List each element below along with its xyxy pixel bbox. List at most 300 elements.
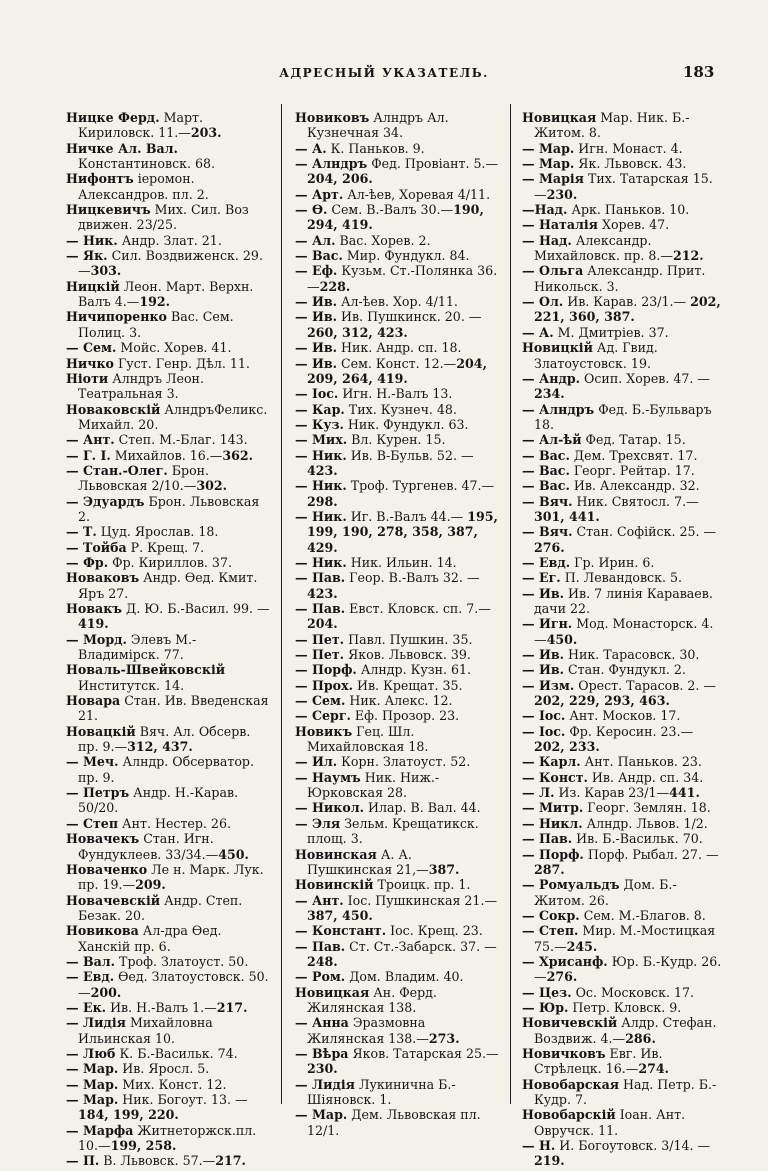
index-entry [66, 754, 272, 785]
entry-name: — Ив. [522, 647, 565, 663]
entry-details: Фр. Керосин. 23.— [565, 723, 694, 739]
entry-details: Гр. Ирин. 6. [570, 554, 655, 570]
entry-name: — Порф. [522, 846, 584, 862]
index-entry [295, 233, 501, 248]
entry-phone-numbers: 202, 233. [534, 739, 600, 755]
entry-name: Новачевскій [66, 892, 161, 908]
entry-details: Евг. Ив. Стрѣлецк. 16.— [534, 1045, 663, 1077]
entry-details: Ѳед. Златоустовск. 50.— [78, 969, 269, 1000]
entry-details: Ник. Фундукл. 63. [343, 416, 469, 432]
entry-name: Новаковъ [66, 570, 140, 586]
index-entry [522, 678, 722, 709]
index-entry [295, 816, 501, 847]
entry-phone-numbers: 276. [546, 969, 578, 985]
index-entry [66, 862, 272, 893]
entry-details: Ив. Б.-Васильк. 70. [572, 831, 703, 847]
entry-name: Новицкая [522, 110, 597, 125]
entry-name: — Ант. [295, 892, 344, 908]
entry-name: — Карл. [522, 754, 581, 770]
entry-name: — Ив. [295, 309, 338, 325]
entry-details: Георг. Рейтар. 17. [569, 462, 695, 478]
index-entry [522, 478, 722, 493]
entry-name: — Наталія [522, 217, 598, 233]
entry-details: Стан. Ив. Введенская 21. [78, 693, 269, 724]
entry-details: Март. Кириловск. 11.— [78, 110, 204, 141]
entry-details: Александр. Прит. Никольск. 3. [534, 263, 706, 294]
index-entry [66, 1061, 272, 1076]
index-entry [522, 371, 722, 402]
entry-details: Троф. Тургенев. 47.— [346, 478, 495, 494]
entry-name: — Митр. [522, 800, 584, 816]
entry-name: — Конст. [522, 769, 588, 785]
entry-details: Ник. Тарасовск. 30. [564, 647, 700, 663]
entry-details: Ант. Нестер. 26. [118, 815, 231, 831]
entry-name: — Цез. [522, 984, 572, 1000]
entry-name: — П. [66, 1153, 100, 1169]
entry-phone-numbers: 274. [638, 1061, 669, 1077]
entry-details: АлндръФеликс. Михайл. 20. [78, 401, 268, 432]
entry-details: Ив. Н.-Валъ 1.— [106, 999, 217, 1015]
entry-details: Из. Карав 23/1— [554, 785, 670, 801]
entry-details: А. А. Пушкинская 21,— [307, 846, 429, 877]
entry-name: — Ник. [295, 478, 347, 494]
entry-name: — Марія [522, 171, 584, 187]
entry-details: Алндр. Обсерватор. пр. 9. [78, 754, 254, 785]
index-entry [295, 478, 501, 509]
index-entry [295, 693, 501, 708]
entry-name: — Пав. [522, 831, 573, 847]
index-entry [66, 540, 272, 555]
entry-name: — Ив. [295, 340, 338, 356]
index-entry [66, 524, 272, 539]
page-header-title: АДРЕСНЫЙ УКАЗАТЕЛЬ. [279, 66, 489, 80]
entry-details: Вл. Курен. 15. [347, 432, 446, 448]
entry-name: — Л. [522, 785, 555, 801]
entry-name: — Марфа [66, 1122, 134, 1138]
entry-phone-numbers: 203. [190, 125, 222, 141]
index-entry [66, 1153, 272, 1168]
entry-name: — Вяч. [522, 524, 573, 540]
entry-name: — Ник. [66, 232, 118, 248]
entry-name: — Серг. [295, 708, 351, 724]
entry-details: К. Паньков. 9. [326, 140, 425, 156]
entry-phone-numbers: 212. [672, 248, 704, 264]
index-entry [522, 1077, 722, 1108]
index-entry [522, 555, 722, 570]
entry-name: — Мар. [522, 140, 575, 156]
entry-phone-numbers: 199, 258. [110, 1138, 177, 1154]
entry-details: Ив. В-Бульв. 52. — [346, 447, 474, 463]
entry-details: Кузьм. Ст.-Полянка 36.— [307, 263, 498, 294]
index-entry [522, 402, 722, 433]
index-entry [66, 248, 272, 279]
entry-name: Новинская [295, 846, 377, 862]
entry-details: Хорев. 47. [597, 217, 670, 233]
entry-name: — Мар. [66, 1092, 119, 1107]
entry-details: Ив. Карав. 23/1.— [563, 294, 691, 310]
entry-name: — Т. [66, 524, 97, 540]
entry-phone-numbers: 195, 199, 190, 278, 358, 387, 429. [307, 508, 498, 555]
index-entry [66, 693, 272, 724]
entry-details: Яков. Татарская 25.— [348, 1045, 499, 1061]
entry-phone-numbers: 286. [625, 1030, 656, 1046]
entry-name: — Ник. [295, 554, 347, 570]
entry-details: Цуд. Ярослав. 18. [96, 524, 219, 540]
entry-details: Сем. М.-Благов. 8. [579, 907, 706, 923]
entry-name: — Степ. [522, 923, 579, 939]
entry-details: Михайлов. 16.— [110, 447, 223, 463]
entry-details: Ник. Андр. сп. 18. [337, 340, 462, 356]
entry-phone-numbers: 301, 441. [534, 508, 600, 524]
entry-details: Вас. Сем. Полиц. 3. [78, 309, 234, 340]
entry-details: Сил. Воздвиженск. 29.— [78, 248, 263, 279]
entry-phone-numbers: 217. [215, 1153, 246, 1169]
entry-details: Сем. В.-Валъ 30.— [327, 202, 454, 218]
entry-details: Ос. Московск. 17. [571, 984, 695, 1000]
entry-details: Яков. Львовск. 39. [344, 647, 471, 663]
entry-details: Андр. Злат. 21. [117, 232, 222, 248]
entry-details: Фед. Татар. 15. [581, 432, 686, 448]
entry-details: Орест. Тарасов. 2. — [574, 677, 716, 693]
index-entry [295, 770, 501, 801]
entry-details: Ив. Александр. 32. [569, 478, 700, 494]
entry-details: Фед. Б.-Бульваръ 18. [534, 401, 712, 432]
entry-phone-numbers: 441. [669, 785, 700, 801]
index-entry [295, 141, 501, 156]
index-entry [295, 708, 501, 723]
entry-name: — Іос. [522, 723, 566, 739]
index-entry [522, 263, 722, 294]
entry-name: Ничке Ал. Вал. [66, 140, 178, 156]
entry-name: Новикъ [295, 723, 353, 739]
entry-details: Ник. Ниж.-Юрковская 28. [307, 769, 440, 801]
index-entry [66, 494, 272, 525]
index-entry [522, 340, 722, 371]
entry-name: Ницкій [66, 278, 120, 294]
index-entry [522, 708, 722, 723]
entry-details: Фр. Кириллов. 37. [108, 554, 232, 570]
entry-phone-numbers: 217. [216, 999, 248, 1015]
entry-details: Ник. Ильин. 14. [346, 554, 457, 570]
entry-name: — Стан.-Олег. [66, 462, 168, 478]
index-entry [522, 570, 722, 585]
entry-name: —Над. [522, 202, 568, 218]
entry-details: Ив. 7 линія Караваев. дачи 22. [534, 585, 713, 616]
entry-details: Іос. Крещ. 23. [386, 923, 483, 939]
index-entry [295, 893, 501, 924]
entry-phone-numbers: 219. [534, 1153, 565, 1169]
entry-details: Брон. Львовская 2. [78, 493, 260, 524]
entry-name: Новацкій [66, 723, 136, 739]
index-entry [522, 770, 722, 785]
index-entry [66, 1046, 272, 1061]
index-entry [295, 110, 501, 141]
entry-name: Ничипоренко [66, 309, 167, 325]
entry-details: Ник. Алекс. 12. [345, 693, 453, 709]
entry-name: — Мар. [295, 1107, 348, 1123]
entry-details: Лукинична Б.-Шіяновск. 1. [307, 1076, 456, 1107]
entry-phone-numbers: 387. [428, 861, 460, 877]
entry-details: Тих. Татарская 15.— [534, 171, 713, 202]
entry-name: — Мих. [295, 432, 348, 448]
entry-name: — Ром. [295, 969, 346, 985]
entry-name: — Ив. [295, 294, 338, 310]
index-entry [66, 202, 272, 233]
index-entry [66, 1077, 272, 1092]
entry-name: — Вас. [522, 462, 570, 478]
entry-details: Илар. В. Вал. 44. [363, 800, 481, 816]
entry-name: — Наумъ [295, 769, 361, 785]
entry-phone-numbers: 202, 221, 360, 387. [534, 294, 721, 325]
index-entry [522, 524, 722, 555]
entry-name: — Алндръ [522, 401, 595, 417]
entry-details: Гец. Шл. Михайловская 18. [307, 723, 429, 755]
index-entry [295, 1015, 501, 1046]
entry-name: — Ил. [295, 754, 338, 770]
entry-name: — Куз. [295, 416, 344, 432]
entry-details: Зельм. Крещатикск. площ. 3. [307, 815, 479, 847]
entry-name: Новачекъ [66, 831, 140, 847]
entry-name: Новичковъ [522, 1045, 606, 1061]
entry-details: Ад. Гвид. Златоустовск. 19. [534, 340, 658, 371]
entry-details: Осип. Хорев. 47. — [580, 370, 711, 386]
entry-phone-numbers: 260, 312, 423. [307, 324, 408, 340]
entry-details: Еф. Прозор. 23. [350, 708, 460, 724]
entry-phone-numbers: 276. [534, 539, 565, 555]
entry-details: Ант. Паньков. 23. [580, 754, 702, 770]
entry-name: — Петръ [66, 785, 130, 801]
entry-details: Іос. Пушкинская 21.— [343, 892, 498, 908]
entry-details: Р. Крещ. 7. [126, 539, 205, 555]
index-entry [295, 724, 501, 755]
index-entry [522, 448, 722, 463]
entry-phone-numbers: 190, 294, 419. [307, 202, 484, 233]
index-entry [522, 294, 722, 325]
entry-details: И. Богоутовск. 3/14. — [555, 1138, 711, 1154]
entry-name: — Ромуальдъ [522, 877, 620, 893]
index-entry [522, 662, 722, 677]
index-entry [295, 632, 501, 647]
entry-name: Новаковскій [66, 401, 161, 417]
entry-details: Степ. М.-Благ. 143. [114, 432, 248, 448]
page-number: 183 [683, 63, 715, 81]
entry-name: — Эдуардъ [66, 493, 145, 509]
entry-phone-numbers: 450. [546, 631, 578, 647]
entry-phone-numbers: 298. [307, 493, 338, 509]
entry-name: — Вас. [522, 478, 570, 494]
entry-name: — Пав. [295, 938, 346, 954]
entry-phone-numbers: 204. [307, 616, 338, 632]
entry-phone-numbers: 230. [307, 1061, 338, 1077]
index-entry [66, 371, 272, 402]
entry-details: Вас. Хорев. 2. [335, 232, 431, 248]
entry-name: — Н. [522, 1138, 556, 1154]
entry-details: Ник. Богоут. 13. — [118, 1092, 248, 1107]
entry-name: Новаченко [66, 861, 148, 877]
entry-name: — Над. [522, 232, 572, 248]
entry-name: — Никл. [522, 815, 583, 831]
entry-name: — А. [522, 324, 554, 340]
entry-name: — Ольга [522, 263, 584, 279]
entry-phone-numbers: 423. [307, 462, 338, 478]
index-entry [522, 156, 722, 171]
entry-details: Дем. Львовская пл. 12/1. [307, 1107, 481, 1138]
entry-name: Новичевскій [522, 1015, 618, 1031]
index-entry [295, 386, 501, 401]
entry-details: Ал-ѣев. Хор. 4/11. [337, 294, 458, 310]
entry-details: Андр. Ѳед. Кмит. Яръ 27. [78, 570, 258, 601]
entry-name: — Евд. [522, 554, 571, 570]
index-entry [66, 340, 272, 355]
entry-details: Леон. Март. Верхн. Валъ 4.— [78, 278, 254, 310]
index-entry [66, 1015, 272, 1046]
entry-details: Тих. Кузнеч. 48. [344, 401, 457, 417]
entry-name: Новицкій [522, 340, 593, 356]
entry-name: — Лидія [295, 1076, 355, 1092]
entry-name: Нифонтъ [66, 171, 134, 187]
index-entry [522, 616, 722, 647]
entry-name: — Вас. [522, 447, 570, 463]
index-entry [295, 800, 501, 815]
entry-name: — Прох. [295, 677, 353, 693]
entry-details: Ал-дра Ѳед. Ханскій пр. 6. [78, 923, 222, 954]
entry-details: Мар. Ник. Б.-Житом. 8. [534, 110, 690, 141]
entry-name: — Ал-ѣй [522, 432, 582, 448]
entry-details: Алндр. Львов. 1/2. [582, 815, 708, 831]
entry-name: — Ег. [522, 570, 561, 586]
index-entry [66, 356, 272, 371]
index-entry [295, 754, 501, 769]
entry-details: Фед. Провіант. 5.— [367, 156, 499, 172]
entry-details: Порф. Рыбал. 27. — [583, 846, 719, 862]
entry-details: Вяч. Ал. Обсерв. пр. 9.— [78, 723, 251, 755]
entry-name: Новобарскій [522, 1107, 616, 1123]
entry-details: Георг. Землян. 18. [583, 800, 711, 816]
index-entry [522, 202, 722, 217]
index-entry [295, 647, 501, 662]
entry-name: — Вяч. [522, 493, 573, 509]
entry-phone-numbers: 248. [307, 953, 338, 969]
entry-name: — Евд. [66, 969, 115, 985]
entry-name: — Изм. [522, 677, 575, 693]
entry-details: Константиновск. 68. [78, 156, 216, 172]
entry-details: Алндръ Ал. Кузнечная 34. [307, 110, 449, 141]
column-1 [66, 110, 272, 1169]
index-entry [522, 494, 722, 525]
entry-phone-numbers: 303. [90, 263, 122, 279]
entry-details: Троицк. пр. 1. [373, 877, 471, 893]
entry-name: — Игн. [522, 616, 573, 632]
entry-details: Ал-ѣев, Хоревая 4/11. [343, 186, 491, 202]
entry-details: П. Левандовск. 5. [560, 570, 683, 586]
entry-name: Ничко [66, 355, 114, 371]
entry-name: — Ал. [295, 232, 336, 248]
entry-details: Ив. Андр. сп. 34. [587, 769, 704, 785]
index-entry [66, 816, 272, 831]
index-entry [66, 402, 272, 433]
entry-details: Андр. Степ. Безак. 20. [78, 892, 243, 923]
entry-name: — Пет. [295, 631, 345, 647]
index-entry [295, 985, 501, 1016]
entry-name: — Ив. [522, 662, 565, 678]
entry-name: — Морд. [66, 631, 127, 647]
entry-details: Брон. Львовская 2/10.— [78, 462, 210, 494]
index-entry [522, 586, 722, 617]
entry-details: Алдр. Стефан. Воздвиж. 4.— [534, 1015, 717, 1046]
entry-name: — Г. І. [66, 447, 111, 463]
entry-details: Игн. Монаст. 4. [574, 140, 683, 156]
entry-name: — Мар. [66, 1076, 119, 1092]
entry-name: — Мар. [522, 156, 575, 172]
index-entry [66, 309, 272, 340]
entry-name: — Пав. [295, 570, 346, 586]
index-entry [522, 1015, 722, 1046]
entry-details: Институтск. 14. [78, 677, 185, 693]
entry-name: — Арт. [295, 186, 344, 202]
entry-name: — Пет. [295, 647, 345, 663]
entry-name: Новобарская [522, 1076, 620, 1092]
entry-details: Михайловна Ильинская 10. [78, 1015, 213, 1046]
entry-phone-numbers: 184, 199, 220. [78, 1107, 179, 1123]
entry-details: Стан. Софійск. 25. — [572, 524, 717, 540]
entry-name: — Іос. [522, 708, 566, 724]
entry-details: Дем. Трехсвят. 17. [569, 447, 698, 463]
entry-name: — Ант. [66, 432, 115, 448]
index-entry [66, 110, 272, 141]
entry-details: Ив. Пушкинск. 20. — [337, 309, 482, 325]
entry-details: Житнеторжск.пл. 10.— [78, 1122, 257, 1154]
entry-name: — Хрисанф. [522, 953, 608, 969]
entry-details: Иг. В.-Валъ 44.— [346, 508, 468, 524]
index-entry [522, 171, 722, 202]
index-entry [522, 724, 722, 755]
entry-name: — Порф. [295, 662, 357, 678]
entry-details: Мойс. Хорев. 41. [116, 340, 232, 356]
index-entry [66, 831, 272, 862]
entry-name: Ницкевичъ [66, 202, 151, 218]
index-entry [66, 448, 272, 463]
entry-name: — Еф. [295, 263, 338, 279]
entry-name: — Анна [295, 1015, 349, 1031]
entry-details: Д. Ю. Б.-Васил. 99. — [121, 601, 270, 616]
entry-phone-numbers: 200. [90, 984, 122, 1000]
entry-details: Алндр. Кузн. 61. [356, 662, 472, 678]
entry-name: — Лидія [66, 1015, 126, 1031]
entry-details: Юр. Б.-Кудр. 26.— [534, 953, 722, 985]
entry-details: Арк. Паньков. 10. [567, 202, 690, 218]
index-entry [66, 555, 272, 570]
index-entry [66, 233, 272, 248]
index-entry [522, 754, 722, 769]
entry-name: Ніоти [66, 370, 109, 386]
index-entry [295, 356, 501, 387]
entry-phone-numbers: 192. [139, 294, 171, 310]
index-entry [522, 325, 722, 340]
entry-details: Над. Петр. Б.-Кудр. 7. [534, 1076, 717, 1107]
entry-name: — Вѣра [295, 1045, 349, 1061]
index-entry [295, 1077, 501, 1108]
index-entry [295, 294, 501, 309]
entry-name: — Меч. [66, 754, 119, 770]
index-entry [295, 156, 501, 187]
entry-details: К. Б.-Васильк. 74. [115, 1045, 238, 1061]
index-entry [66, 1092, 272, 1123]
entry-details: Мир. Фундукл. 84. [342, 248, 470, 264]
entry-name: — Констант. [295, 923, 387, 939]
index-entry [522, 233, 722, 264]
index-entry [522, 141, 722, 156]
entry-name: — Ек. [66, 999, 107, 1015]
